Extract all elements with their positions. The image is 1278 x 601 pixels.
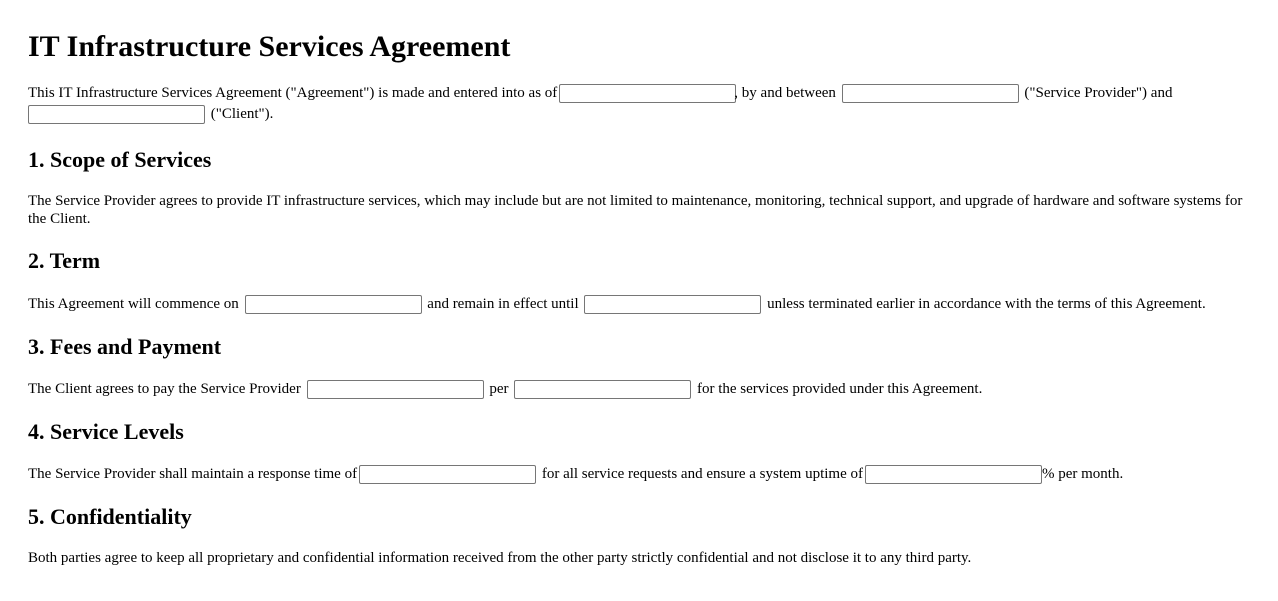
fee-amount-field[interactable] bbox=[307, 380, 484, 399]
uptime-percent-field[interactable] bbox=[865, 465, 1042, 484]
section-heading-scope: 1. Scope of Services bbox=[28, 147, 212, 172]
section-heading-term: 2. Term bbox=[28, 248, 101, 273]
intro-text-4: ("Client"). bbox=[210, 106, 274, 122]
section-text-confidentiality: Both parties agree to keep all proprietary and confidential information received from the other party strictly confidential and not disclose it to any third party. bbox=[28, 550, 972, 567]
term-text-2: and remain in effect until bbox=[427, 296, 579, 312]
section-heading-service-levels: 4. Service Levels bbox=[28, 419, 184, 445]
term-text-1: This Agreement will commence on bbox=[28, 296, 239, 312]
intro-text-3: ("Service Provider") and bbox=[1024, 85, 1173, 101]
intro-text-2: , by and between bbox=[734, 85, 836, 101]
response-time-field[interactable] bbox=[359, 465, 536, 484]
levels-text-2: for all service requests and ensure a system uptime of bbox=[541, 466, 863, 483]
fees-text-3: for the services provided under this Agreement. bbox=[696, 381, 983, 398]
levels-text-3: % per month. bbox=[1041, 466, 1124, 483]
section-text-service-levels bbox=[28, 465, 1250, 484]
end-date-field[interactable] bbox=[584, 295, 761, 314]
intro-paragraph bbox=[28, 83, 1250, 125]
section-heading-fees: 3. Fees and Payment bbox=[28, 334, 222, 360]
fees-text-1: The Client agrees to pay the Service Provider bbox=[28, 381, 301, 398]
intro-text-1: This IT Infrastructure Services Agreement ("Agreement") is made and entered into as of bbox=[28, 85, 558, 101]
section-text-scope: The Service Provider agrees to provide IT infrastructure services, which may include but are not limited to maintenance, monitoring, technical support, and upgrade of hardware and software systems for the Client. bbox=[28, 193, 1243, 227]
levels-text-1: The Service Provider shall maintain a response time of bbox=[28, 466, 358, 483]
document-title: IT Infrastructure Services Agreement bbox=[28, 30, 511, 63]
start-date-field[interactable] bbox=[245, 295, 422, 314]
section-text-fees bbox=[28, 380, 1250, 399]
section-heading-confidentiality: 5. Confidentiality bbox=[28, 504, 192, 530]
client-name-field[interactable] bbox=[28, 105, 205, 124]
effective-date-field[interactable] bbox=[559, 84, 736, 103]
service-provider-name-field[interactable] bbox=[842, 84, 1019, 103]
fees-text-2: per bbox=[489, 381, 509, 398]
section-text-term bbox=[28, 294, 1250, 314]
term-text-3: unless terminated earlier in accordance with the terms of this Agreement. bbox=[767, 296, 1206, 312]
fee-period-field[interactable] bbox=[514, 380, 691, 399]
